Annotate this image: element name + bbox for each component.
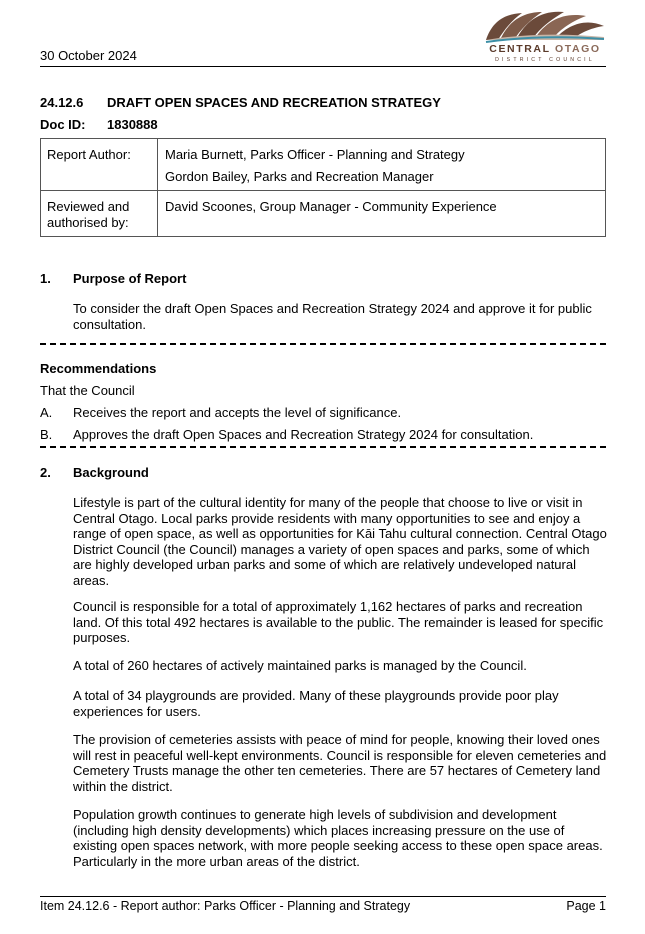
recommendation-item: Approves the draft Open Spaces and Recreation Strategy 2024 for consultation.: [73, 427, 534, 442]
item-title: DRAFT OPEN SPACES AND RECREATION STRATEGY: [107, 95, 441, 110]
footer-item-label: Item 24.12.6 - Report author: Parks Officer - Planning and Strategy: [40, 899, 411, 913]
reviewed-label: Reviewed and authorised by:: [41, 191, 158, 237]
section-2-number: 2.: [40, 465, 51, 480]
report-date: 30 October 2024: [40, 48, 137, 63]
reviewer-name: David Scoones, Group Manager - Community Experience: [158, 191, 606, 237]
background-paragraph: The provision of cemeteries assists with peace of mind for people, knowing their loved ones will rest in peaceful well-kept environments. Council is responsible for eleven cemeteries and Cemetery Trusts manage the other ten cemeteries. There are 57 hectares of Cemetery land within the district.: [73, 732, 607, 794]
logo-wordmark: CENTRAL OTAGO: [489, 43, 601, 55]
dashed-divider: [40, 446, 606, 448]
item-number: 24.12.6: [40, 95, 84, 110]
dashed-divider: [40, 343, 606, 345]
background-paragraph: A total of 34 playgrounds are provided. Many of these playgrounds provide poor play experiences for users.: [73, 688, 559, 719]
recommendation-letter: B.: [40, 427, 53, 442]
council-logo: [482, 6, 608, 64]
section-2-title: Background: [73, 465, 149, 480]
background-paragraph: Population growth continues to generate high levels of subdivision and development (including high density developments) which places increasing pressure on the use of existing open spaces network, with more people seeking access to these open space areas. Particularly in the more urban areas of the district.: [73, 807, 603, 869]
footer-divider: [40, 896, 606, 897]
hills-logo-icon: [482, 6, 608, 44]
recommendation-letter: A.: [40, 405, 53, 420]
recommendations-title: Recommendations: [40, 361, 157, 376]
header-divider: [40, 66, 606, 67]
doc-id-label: Doc ID:: [40, 117, 86, 132]
report-meta-table: [40, 138, 606, 237]
page-number: Page 1: [566, 899, 606, 913]
author-line: Gordon Bailey, Parks and Recreation Manager: [165, 168, 434, 184]
section-1-number: 1.: [40, 271, 51, 286]
report-author-label: Report Author:: [41, 139, 158, 191]
background-paragraph: Lifestyle is part of the cultural identity for many of the people that choose to live or visit in Central Otago. Local parks provide residents with many opportunities to see and enjoy a range of open space, as well as opportunities for Kāi Tahu cultural connection. Central Otago District Council (the Council) manages a variety of open spaces and parks, some of which are highly developed urban parks and some of which are relatively undeveloped natural areas.: [73, 495, 607, 588]
section-1-text: To consider the draft Open Spaces and Recreation Strategy 2024 and approve it for public consultation.: [73, 301, 592, 332]
doc-id-value: 1830888: [107, 117, 158, 132]
section-1-title: Purpose of Report: [73, 271, 187, 286]
author-line: Maria Burnett, Parks Officer - Planning and Strategy: [165, 147, 465, 162]
background-paragraph: Council is responsible for a total of approximately 1,162 hectares of parks and recreation land. Of this total 492 hectares is available to the public. The remainder is leased for specific purposes.: [73, 599, 604, 645]
recommendation-item: Receives the report and accepts the level of significance.: [73, 405, 402, 420]
recommendations-intro: That the Council: [40, 383, 135, 398]
logo-subtitle: DISTRICT COUNCIL: [495, 57, 595, 63]
background-paragraph: A total of 260 hectares of actively maintained parks is managed by the Council.: [73, 658, 527, 673]
report-authors: [158, 139, 606, 191]
